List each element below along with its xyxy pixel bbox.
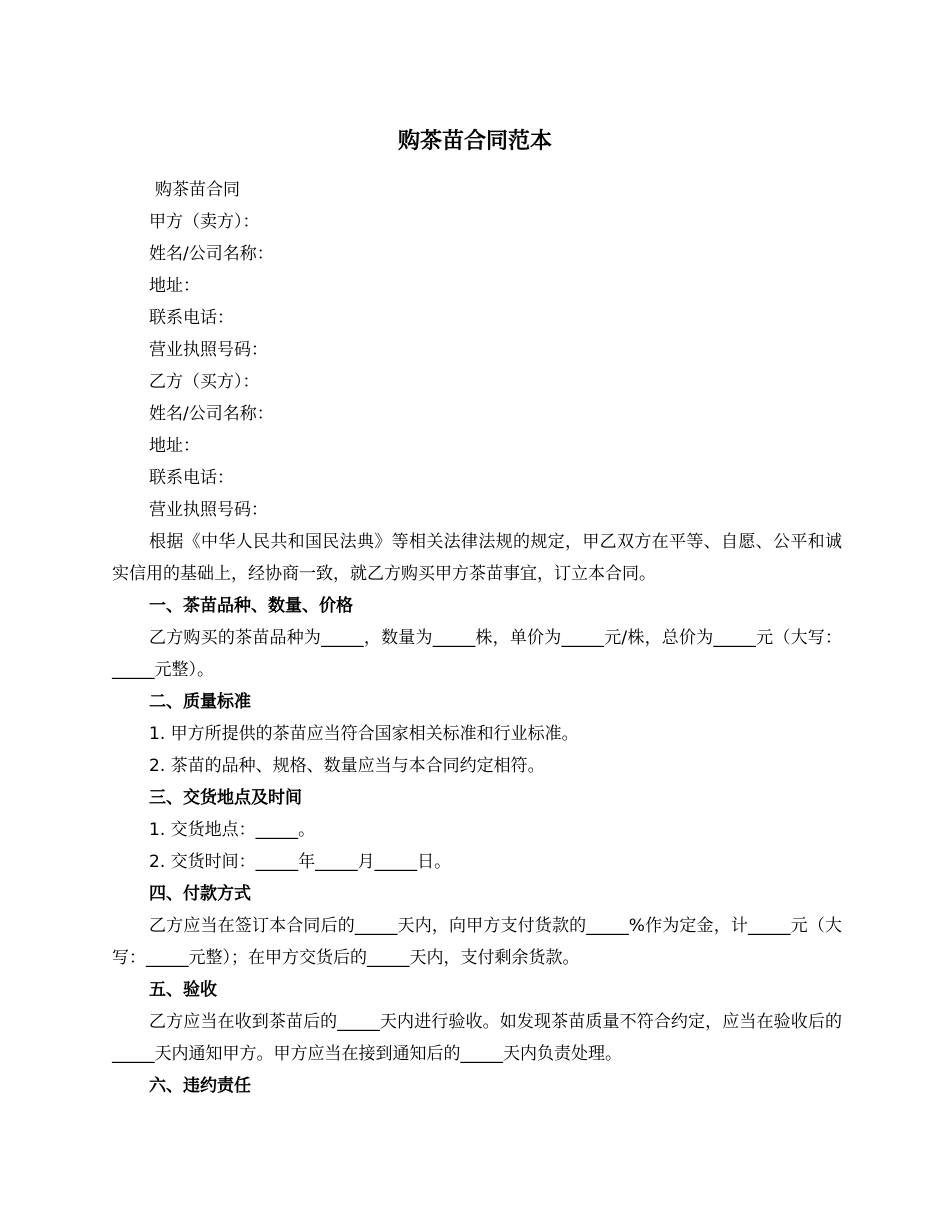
section-heading-5: 五、验收 [149,980,217,1000]
party-a-license-field: 营业执照号码： [149,340,268,360]
section-heading-4: 四、付款方式 [149,884,251,904]
party-b-name-field: 姓名/公司名称： [149,404,274,424]
party-b-address-field: 地址： [149,436,200,456]
party-a-name-field: 姓名/公司名称： [149,244,274,264]
section-3-item-2: 2. 交货时间：_____年_____月_____日。 [149,852,452,872]
document-title: 购茶苗合同范本 [397,129,552,154]
section-heading-3: 三、交货地点及时间 [149,788,302,808]
party-b-heading: 乙方（买方）： [149,372,260,392]
contract-subtitle: 购茶苗合同 [155,180,240,200]
section-4-paragraph: 乙方应当在签订本合同后的_____天内，向甲方支付货款的_____%作为定金，计_____元（大写：_____元整）；在甲方交货后的_____天内，支付剩余货款。 [112,916,842,968]
party-a-address-field: 地址： [149,276,200,296]
section-5-paragraph: 乙方应当在收到茶苗后的_____天内进行验收。如发现茶苗质量不符合约定，应当在验收后的_____天内通知甲方。甲方应当在接到通知后的_____天内负责处理。 [112,1012,842,1064]
section-1-paragraph: 乙方购买的茶苗品种为_____，数量为_____株，单价为_____元/株，总价为_____元（大写：_____元整）。 [112,628,842,680]
party-b-phone-field: 联系电话： [149,468,234,488]
section-2-item-2: 2. 茶苗的品种、规格、数量应当与本合同约定相符。 [149,756,545,776]
party-b-license-field: 营业执照号码： [149,500,268,520]
section-2-item-1: 1. 甲方所提供的茶苗应当符合国家相关标准和行业标准。 [149,724,579,744]
party-a-heading: 甲方（卖方）： [149,212,260,232]
document-body [112,174,842,1102]
preamble-paragraph: 根据《中华人民共和国民法典》等相关法律法规的规定，甲乙双方在平等、自愿、公平和诚实信用的基础上，经协商一致，就乙方购买甲方茶苗事宜，订立本合同。 [112,532,842,584]
section-heading-1: 一、茶苗品种、数量、价格 [149,596,353,616]
section-3-item-1: 1. 交货地点：_____。 [149,820,316,840]
section-heading-6: 六、违约责任 [149,1076,251,1096]
section-heading-2: 二、质量标准 [149,692,251,712]
party-a-phone-field: 联系电话： [149,308,234,328]
